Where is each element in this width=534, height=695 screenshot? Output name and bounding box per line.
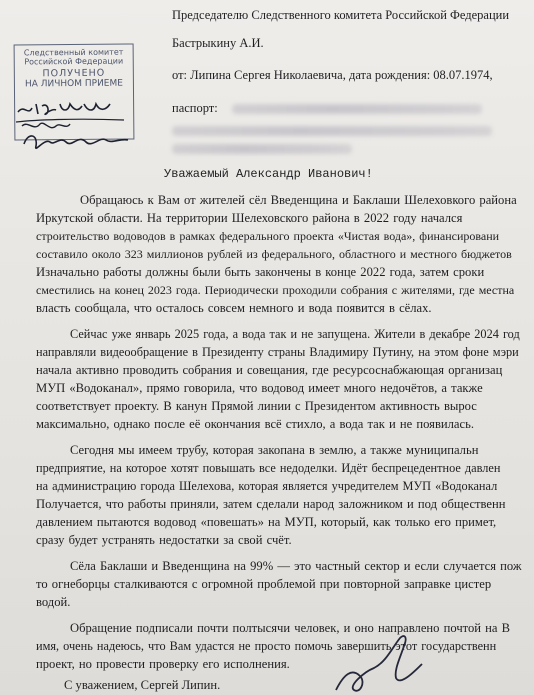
body-line: предприятие, на которое хотят повышать все недоделки. Идёт беспрецедентное давлен <box>36 461 501 475</box>
body-line: Иркутской области. На территории Шелеховского района в 2022 году начался <box>36 211 463 225</box>
addressee-name: Бастрыкину А.И. <box>172 36 264 50</box>
stamp-handwritten-date-signature <box>14 98 134 158</box>
body-line: строительство водоводов в рамках федерального проекта «Чистая вода», финансировани <box>36 229 500 243</box>
body-line: проект, но провести проверку его исполнения. <box>36 657 290 671</box>
body-line: направляли видеообращение в Президенту страны Владимиру Путину, на этом фоне мэри <box>36 345 519 359</box>
body-line: соответствует проекту. В канун Прямой линии с Президентом активность вырос <box>36 399 477 413</box>
stamp-org-line1: Следственный комитет <box>23 47 124 58</box>
body-line: Обращаюсь к Вам от жителей сёл Введенщина и Баклаши Шелеховкого района <box>80 193 517 207</box>
body-line: сместились на конец 2023 года. Периодически проходили собрания с жителями, где местна <box>36 283 515 297</box>
body-line: составило около 323 миллионов рублей из федерального, областного и местного бюджетов <box>36 247 512 261</box>
stamp-org-line2: Российской Федерации <box>24 56 124 67</box>
addressee: Председателю Следственного комитета Российской Федерации <box>172 8 510 22</box>
body-line: начала активно проводить собрания и совещания, где ресурсоснабжающая организац <box>36 363 503 377</box>
body-line: Сёла Баклаши и Введенщина на 99% — это частный сектор и если случается пож <box>70 559 522 573</box>
closing: С уважением, Сергей Липин. <box>64 678 221 692</box>
body-line: максимально, однако после её окончания всё стихло, а вода так и не появилась. <box>36 417 474 431</box>
body-line: Сегодня мы имеем трубу, которая закопана в землю, а также муниципальн <box>70 443 479 457</box>
body-line: на администрацию города Шелехова, которая является учредителем МУП «Водоканал <box>36 479 498 493</box>
handwritten-signature <box>330 628 450 695</box>
body-line: власть сообщала, что осталось совсем немного и вода появится в сёлах. <box>36 301 432 315</box>
body-line: Изначально работы должны были быть закончены в конце 2022 года, затем сроки <box>36 265 485 279</box>
body-line: то огнеборцы сталкиваются с огромной проблемой при повторной заправке цистер <box>36 577 492 591</box>
body-line: Сейчас уже январь 2025 года, а вода так и не запущена. Жители в декабре 2024 год <box>70 327 520 341</box>
stamp-received: ПОЛУЧЕНО <box>42 67 106 80</box>
body-line: МУП «Водоканал», прямо говорила, что водовод имеет много недочётов, а также <box>36 381 483 395</box>
body-line: имя, очень надеюсь, что Вам удастся не просто помочь завершить этот государственн <box>36 639 497 653</box>
redacted-address-1 <box>172 126 492 136</box>
redacted-passport <box>232 104 482 114</box>
redacted-address-2 <box>172 144 352 154</box>
body-line: давлением пытаются водовод «повешать» на МУП, который, как только его примет, <box>36 515 497 529</box>
body-line: Получается, что работы приняли, затем сделали народ заложником и под общественн <box>36 497 506 511</box>
body-line: водой. <box>36 595 71 609</box>
body-line: сразу будет устранять недостатки за свой счёт. <box>36 533 292 547</box>
salutation: Уважаемый Александр Иванович! <box>164 167 373 181</box>
stamp-in-person: НА ЛИЧНОМ ПРИЕМЕ <box>24 78 123 90</box>
body-line: Обращение подписали почти полтысячи человек, и оно направлено почтой на В <box>70 621 511 635</box>
sender-line: от: Липина Сергея Николаевича, дата рождения: 08.07.1974, <box>172 68 493 82</box>
passport-label: паспорт: <box>172 101 218 115</box>
